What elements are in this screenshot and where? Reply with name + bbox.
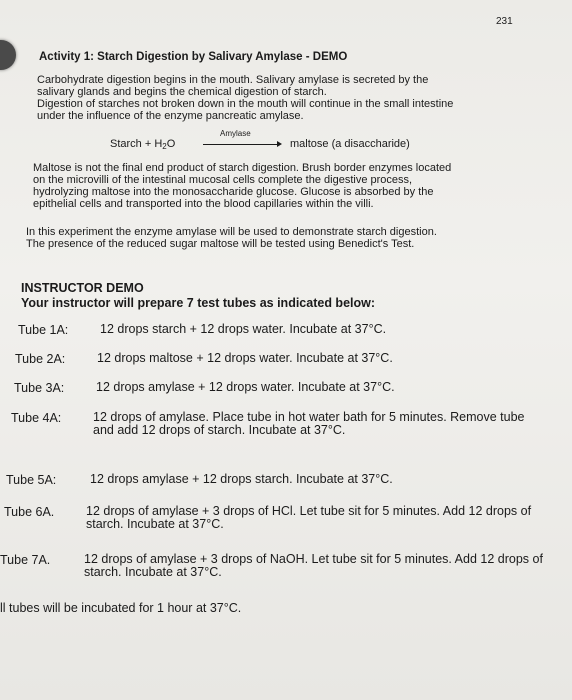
- reaction-arrow-icon: [203, 144, 279, 145]
- binder-hole: [0, 40, 16, 70]
- demo-heading: INSTRUCTOR DEMO: [21, 281, 144, 295]
- maltose-line: on the microvilli of the intestinal mucosal cells complete the digestive process,: [33, 174, 413, 186]
- tube-instruction: 12 drops amylase + 12 drops water. Incubate at 37°C.: [96, 380, 395, 394]
- maltose-line: Maltose is not the final end product of starch digestion. Brush border enzymes located: [33, 162, 452, 174]
- tube-instruction: 12 drops maltose + 12 drops water. Incubate at 37°C.: [97, 351, 393, 365]
- intro-line: under the influence of the enzyme pancreatic amylase.: [37, 110, 304, 122]
- demo-subheading: Your instructor will prepare 7 test tubes as indicated below:: [21, 296, 376, 310]
- experiment-line: In this experiment the enzyme amylase will be used to demonstrate starch digestion.: [26, 226, 437, 238]
- maltose-line: hydrolyzing maltose into the monosaccharide glucose. Glucose is absorbed by the: [33, 186, 434, 198]
- experiment-line: The presence of the reduced sugar maltose will be tested using Benedict's Test.: [26, 238, 415, 250]
- intro-line: Digestion of starches not broken down in the mouth will continue in the small intestine: [37, 98, 454, 110]
- equation-left-end: O: [166, 138, 176, 150]
- tube-label: Tube 4A:: [11, 411, 62, 425]
- tube-label: Tube 6A.: [4, 505, 55, 519]
- tube-label: Tube 7A.: [0, 553, 51, 567]
- incubation-note: ll tubes will be incubated for 1 hour at 37°C.: [0, 601, 242, 615]
- tube-label: Tube 5A:: [6, 473, 57, 487]
- tube-instruction: 12 drops of amylase + 3 drops of HCl. Let tube sit for 5 minutes. Add 12 drops of starch. Incubate at 37°C.: [86, 504, 532, 531]
- tube-label: Tube 1A:: [18, 323, 69, 337]
- intro-line: Carbohydrate digestion begins in the mouth. Salivary amylase is secreted by the: [37, 74, 429, 86]
- equation-product: maltose (a disaccharide): [290, 138, 410, 150]
- tube-instruction: 12 drops of amylase. Place tube in hot water bath for 5 minutes. Remove tube and add 12 drops of starch. Incubate at 37°C.: [93, 410, 525, 437]
- activity-title: Activity 1: Starch Digestion by Salivary Amylase - DEMO: [39, 51, 348, 63]
- maltose-line: epithelial cells and transported into the blood capillaries within the villi.: [33, 198, 374, 210]
- intro-line: salivary glands and begins the chemical digestion of starch.: [37, 86, 327, 98]
- equation-left: Starch + H: [110, 138, 163, 150]
- equation-subscript: 2: [162, 142, 167, 151]
- tube-instruction: 12 drops amylase + 12 drops starch. Incubate at 37°C.: [90, 472, 393, 486]
- equation-reactants: [110, 138, 175, 151]
- page-number: 231: [496, 16, 513, 27]
- tube-instruction: 12 drops starch + 12 drops water. Incubate at 37°C.: [100, 322, 387, 336]
- tube-instruction: 12 drops of amylase + 3 drops of NaOH. Let tube sit for 5 minutes. Add 12 drops of starch. Incubate at 37°C.: [84, 552, 543, 579]
- tube-label: Tube 3A:: [14, 381, 65, 395]
- equation-enzyme: Amylase: [220, 129, 251, 138]
- tube-label: Tube 2A:: [15, 352, 66, 366]
